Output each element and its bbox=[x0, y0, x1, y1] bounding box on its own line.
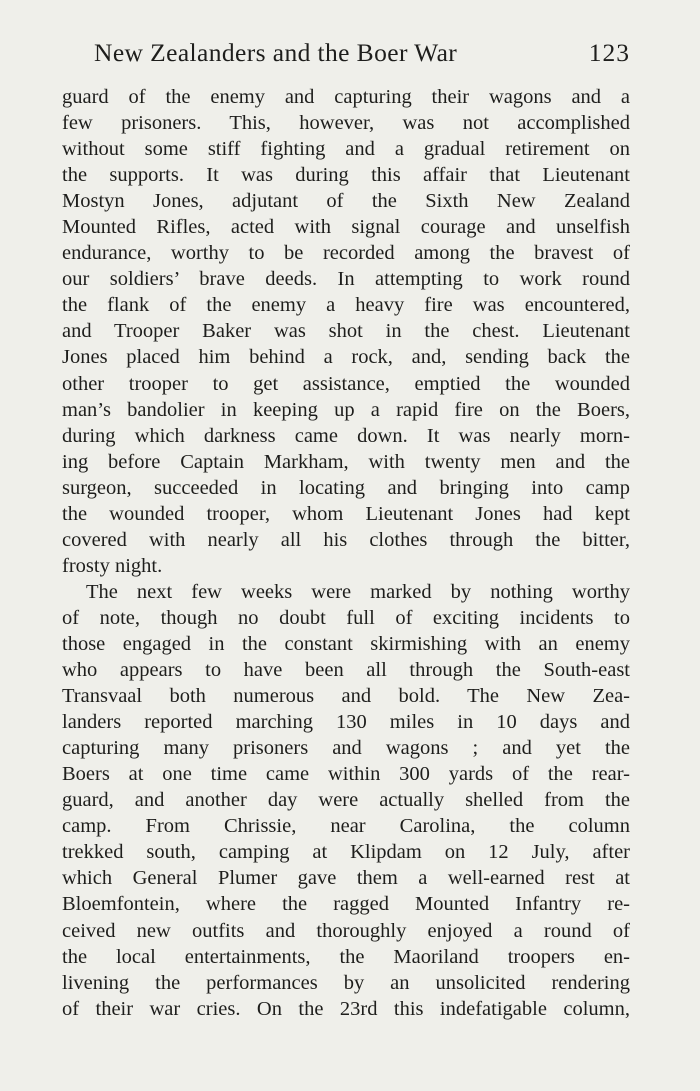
text-line: endurance, worthy to be recorded among the bravest of bbox=[62, 242, 630, 265]
text-line: capturing many prisoners and wagons ; and yet the bbox=[62, 737, 630, 760]
text-line: livening the performances by an unsolicited rendering bbox=[62, 971, 630, 994]
text-line: the local entertainments, the Maoriland troopers en- bbox=[62, 945, 630, 968]
text-line: ceived new outfits and thoroughly enjoyed a round of bbox=[62, 919, 630, 942]
paragraph-start-line: The next few weeks were marked by nothing worthy bbox=[86, 580, 630, 603]
text-line: guard of the enemy and capturing their wagons and a bbox=[62, 86, 630, 108]
text-line: during which darkness came down. It was nearly morn- bbox=[62, 424, 630, 447]
text-line: of their war cries. On the 23rd this indefatigable column, bbox=[62, 997, 630, 1020]
paragraph-end-line: frosty night. bbox=[62, 554, 163, 577]
text-line: the supports. It was during this affair that Lieutenant bbox=[62, 164, 630, 187]
body-text bbox=[62, 84, 630, 1022]
text-line: guard, and another day were actually shelled from the bbox=[62, 789, 630, 812]
text-line: those engaged in the constant skirmishing with an enemy bbox=[62, 632, 630, 655]
text-line: our soldiers’ brave deeds. In attempting to work round bbox=[62, 268, 630, 291]
text-line: Jones placed him behind a rock, and, sending back the bbox=[62, 346, 630, 369]
text-line: the flank of the enemy a heavy fire was encountered, bbox=[62, 294, 630, 317]
text-line: and Trooper Baker was shot in the chest. Lieutenant bbox=[62, 320, 630, 343]
text-line: without some stiff fighting and a gradual retirement on bbox=[62, 138, 630, 161]
text-line: surgeon, succeeded in locating and bringing into camp bbox=[62, 476, 630, 499]
text-line: the wounded trooper, whom Lieutenant Jones had kept bbox=[62, 502, 630, 525]
text-line: Boers at one time came within 300 yards of the rear- bbox=[62, 763, 630, 786]
text-line: who appears to have been all through the South-east bbox=[62, 659, 630, 682]
text-line: covered with nearly all his clothes through the bitter, bbox=[62, 528, 630, 551]
text-line: Transvaal both numerous and bold. The New Zea- bbox=[62, 685, 630, 708]
page-number: 123 bbox=[588, 38, 630, 67]
text-line: ing before Captain Markham, with twenty men and the bbox=[62, 450, 630, 473]
text-line: landers reported marching 130 miles in 10 days and bbox=[62, 711, 630, 734]
text-line: Mounted Rifles, acted with signal courage and unselfish bbox=[62, 216, 630, 239]
text-line: trekked south, camping at Klipdam on 12 July, after bbox=[62, 841, 630, 864]
text-line: camp. From Chrissie, near Carolina, the column bbox=[62, 815, 630, 838]
text-line: few prisoners. This, however, was not accomplished bbox=[62, 112, 630, 135]
text-line: which General Plumer gave them a well-earned rest at bbox=[62, 867, 630, 890]
text-line: Mostyn Jones, adjutant of the Sixth New Zealand bbox=[62, 190, 630, 213]
running-head-title: New Zealanders and the Boer War bbox=[94, 38, 458, 67]
text-line: of note, though no doubt full of exciting incidents to bbox=[62, 606, 630, 629]
text-line: man’s bandolier in keeping up a rapid fire on the Boers, bbox=[62, 398, 630, 421]
text-line: Bloemfontein, where the ragged Mounted Infantry re- bbox=[62, 893, 630, 916]
page-header bbox=[94, 38, 630, 72]
text-line: other trooper to get assistance, emptied the wounded bbox=[62, 372, 630, 395]
